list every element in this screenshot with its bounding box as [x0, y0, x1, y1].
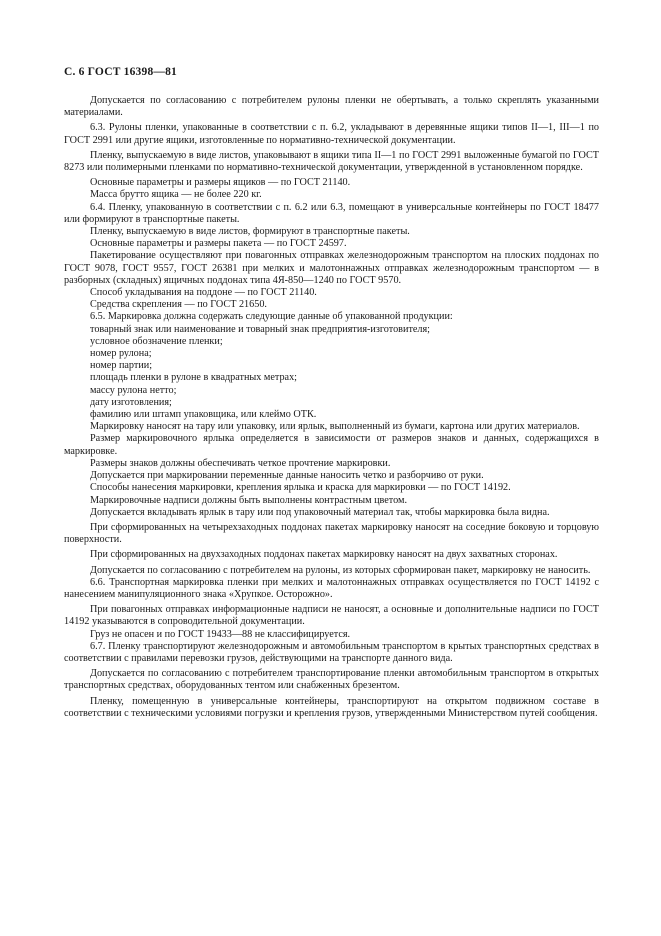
- paragraph: Способ укладывания на поддоне — по ГОСТ 21140.: [90, 287, 317, 299]
- paragraph: Маркировку наносят на тару или упаковку, или ярлык, выполненный из бумаги, картона или других материалов.: [90, 421, 580, 433]
- paragraph: 6.4. Пленку, упакованную в соответствии с п. 6.2 или 6.3, помещают в универсальные контейнеры по ГОСТ 18477 или формируют в транспортные пакеты.: [64, 201, 599, 225]
- page-header: С. 6 ГОСТ 16398—81: [64, 66, 177, 78]
- paragraph: При сформированных на двухзаходных поддонах пакетах маркировку наносят на двух захватных сторонах.: [90, 549, 558, 561]
- paragraph: Масса брутто ящика — не более 220 кг.: [90, 189, 262, 201]
- paragraph: Пленку, выпускаемую в виде листов, упаковывают в ящики типа II—1 по ГОСТ 2991 выложенные бумагой по ГОСТ 8273 или полимерными пленками по нормативно-технической документации, утвержденной в установленном порядке.: [64, 149, 599, 174]
- paragraph: При повагонных отправках информационные надписи не наносят, а основные и дополнительные надписи по ГОСТ 14192 указываются в сопроводительной документации.: [64, 604, 599, 628]
- paragraph: Пакетирование осуществляют при повагонных отправках железнодорожным транспортом на плоских поддонах по ГОСТ 9078, ГОСТ 9557, ГОСТ 26381 при мелких и малотоннажных отправках железнодорожным транспортом — в разборных (складных) ящичных поддонах типа 4Я-850—1240 по ГОСТ 9570.: [64, 250, 599, 286]
- paragraph: 6.5. Маркировка должна содержать следующие данные об упакованной продукции:: [90, 311, 453, 323]
- paragraph: Допускается по согласованию с потребителем рулоны пленки не обертывать, а только скреплять указанными материалами.: [64, 95, 599, 119]
- paragraph: Допускается вкладывать ярлык в тару или под упаковочный материал так, чтобы маркировка была видна.: [90, 506, 550, 518]
- paragraph: Основные параметры и размеры ящиков — по ГОСТ 21140.: [90, 177, 351, 189]
- paragraph: Средства скрепления — по ГОСТ 21650.: [90, 299, 267, 311]
- document-body: [64, 95, 599, 720]
- paragraph: Размер маркировочного ярлыка определяется в зависимости от размеров знаков и данных, содержащихся в маркировке.: [64, 433, 599, 457]
- list-item: массу рулона нетто;: [90, 384, 177, 396]
- paragraph: Допускается по согласованию с потребителем транспортирование пленки автомобильным транспортом в открытых транспортных средствах, оборудованных тентом или снабженных брезентом.: [64, 668, 599, 692]
- paragraph: Способы нанесения маркировки, крепления ярлыка и краска для маркировки — по ГОСТ 14192.: [90, 482, 511, 494]
- paragraph: 6.3. Рулоны пленки, упакованные в соответствии с п. 6.2, укладывают в деревянные ящики типов II—1, III—1 по ГОСТ 2991 или другие ящики, изготовленные по нормативно-технической документации.: [64, 122, 599, 146]
- paragraph: Основные параметры и размеры пакета — по ГОСТ 24597.: [90, 238, 347, 250]
- list-item: площадь пленки в рулоне в квадратных метрах;: [90, 372, 298, 384]
- paragraph: Допускается по согласованию с потребителем на рулоны, из которых сформирован пакет, маркировку не наносить.: [90, 564, 591, 576]
- list-item: номер рулона;: [90, 348, 152, 360]
- paragraph: Пленку, выпускаемую в виде листов, формируют в транспортные пакеты.: [90, 226, 410, 238]
- list-item: фамилию или штамп упаковщика, или клеймо ОТК.: [90, 409, 317, 421]
- paragraph: Размеры знаков должны обеспечивать четкое прочтение маркировки.: [90, 457, 391, 469]
- paragraph: 6.6. Транспортная маркировка пленки при мелких и малотоннажных отправках осуществляется по ГОСТ 14192 с нанесением манипуляционного знака «Хрупкое. Осторожно».: [64, 576, 599, 600]
- list-item: номер партии;: [90, 360, 153, 372]
- list-item: товарный знак или наименование и товарный знак предприятия-изготовителя;: [90, 323, 431, 335]
- paragraph: Допускается при маркировании переменные данные наносить четко и разборчиво от руки.: [90, 470, 484, 482]
- paragraph: Маркировочные надписи должны быть выполнены контрастным цветом.: [90, 494, 408, 506]
- list-item: условное обозначение пленки;: [90, 335, 223, 347]
- document-page: [64, 66, 599, 720]
- paragraph: При сформированных на четырехзаходных поддонах пакетах маркировку наносят на соседние боковую и торцовую поверхности.: [64, 521, 599, 546]
- paragraph: 6.7. Пленку транспортируют железнодорожным и автомобильным транспортом в крытых транспортных средствах в соответствии с правилами перевозки грузов, действующими на транспорте данного вида.: [64, 640, 599, 664]
- paragraph: Груз не опасен и по ГОСТ 19433—88 не классифицируется.: [90, 628, 351, 640]
- list-item: дату изготовления;: [90, 396, 172, 408]
- paragraph: Пленку, помещенную в универсальные контейнеры, транспортируют на открытом подвижном составе в соответствии с техническими условиями погрузки и крепления грузов, утвержденными Министерством путей сообщения.: [64, 695, 599, 719]
